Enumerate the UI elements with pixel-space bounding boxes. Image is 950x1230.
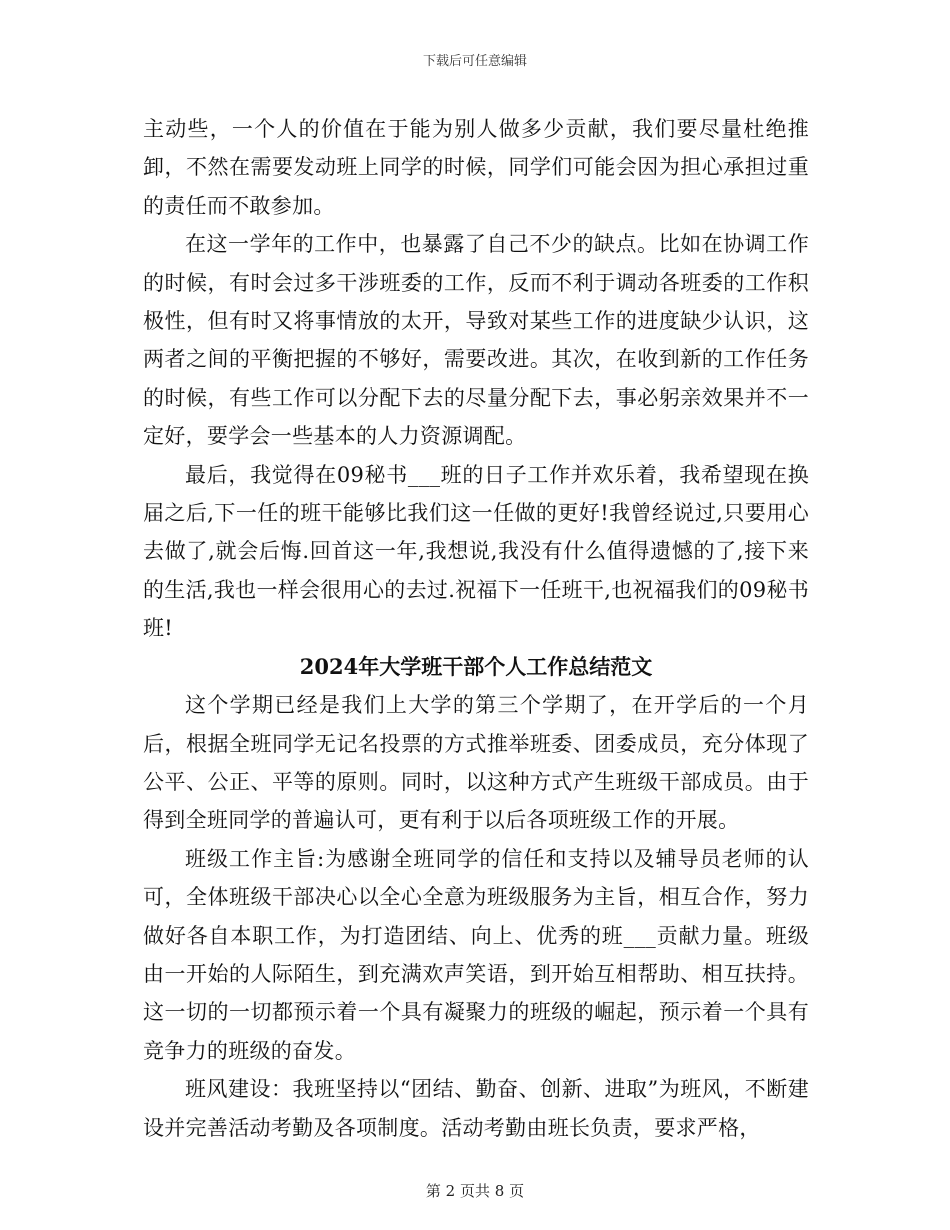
page-footer: 第 2 页共 8 页 <box>425 1182 525 1200</box>
section-title: 2024年大学班干部个人工作总结范文 <box>299 653 653 679</box>
page-header: 下载后可任意编辑 <box>422 54 527 69</box>
paragraph-closing: 最后，我觉得在09秘书___班的日子工作并欢乐着，我希望现在换届之后,下一任的班干能够比我们这一任做的更好!我曾经说过,只要用心去做了,就会后悔.回首这一年,我想说,我没有什么值得遗憾的了,接下来的生活,我也一样会很用心的去过.祝福下一任班干,也祝福我们的09秘书班! <box>143 462 809 641</box>
paragraph-shortcomings: 在这一学年的工作中，也暴露了自己不少的缺点。比如在协调工作的时候，有时会过多干涉班委的工作，反而不利于调动各班委的工作积极性，但有时又将事情放的太开，导致对某些工作的进度缺少认识，这两者之间的平衡把握的不够好，需要改进。其次，在收到新的工作任务的时候，有些工作可以分配下去的尽量分配下去，事必躬亲效果并不一定好，要学会一些基本的人力资源调配。 <box>143 232 809 449</box>
paragraph-intro: 这个学期已经是我们上大学的第三个学期了，在开学后的一个月后，根据全班同学无记名投票的方式推举班委、团委成员，充分体现了公平、公正、平等的原则。同时，以这种方式产生班级干部成员。由于得到全班同学的普遍认可，更有利于以后各项班级工作的开展。 <box>143 693 809 833</box>
document-body <box>143 110 809 1147</box>
paragraph-work-purpose: 班级工作主旨:为感谢全班同学的信任和支持以及辅导员老师的认可，全体班级干部决心以全心全意为班级服务为主旨，相互合作，努力做好各自本职工作，为打造团结、向上、优秀的班___贡献力量。班级由一开始的人际陌生，到充满欢声笑语，到开始互相帮助、相互扶持。这一切的一切都预示着一个具有凝聚力的班级的崛起，预示着一个具有竞争力的班级的奋发。 <box>143 846 809 1063</box>
paragraph-class-style: 班风建设：我班坚持以“团结、勤奋、创新、进取”为班风，不断建设并完善活动考勤及各项制度。活动考勤由班长负责，要求严格， <box>143 1077 809 1140</box>
paragraph-continued: 主动些，一个人的价值在于能为别人做多少贡献，我们要尽量杜绝推卸，不然在需要发动班上同学的时候，同学们可能会因为担心承担过重的责任而不敢参加。 <box>143 117 809 218</box>
